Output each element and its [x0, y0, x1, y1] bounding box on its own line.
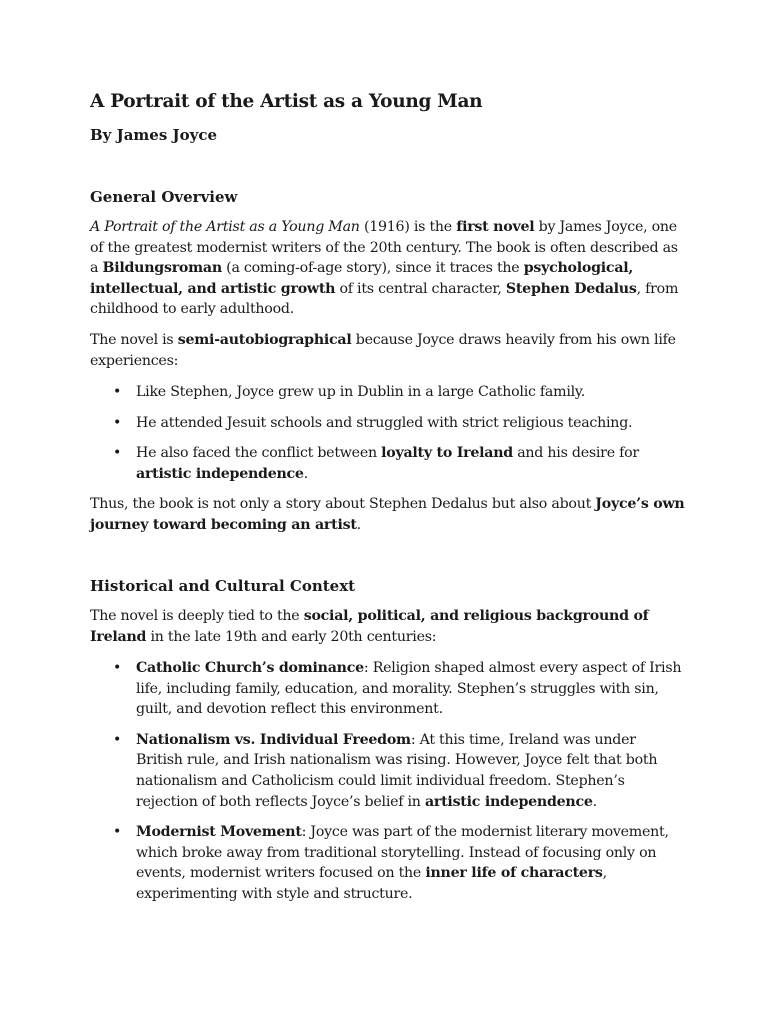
- list-item: [90, 382, 686, 403]
- bullet-glyph: •: [113, 731, 122, 748]
- context-paragraph-1: [90, 606, 686, 647]
- section-heading-general-overview: General Overview: [90, 188, 238, 206]
- book-title-italic: A Portrait of the Artist as a Young Man: [90, 219, 360, 235]
- bold-run: Bildungsroman: [102, 260, 222, 277]
- bold-run: Nationalism vs. Individual Freedom: [136, 731, 411, 748]
- bullet-glyph: •: [113, 445, 122, 462]
- bullet-glyph: •: [113, 660, 122, 676]
- text-run: The novel is: [90, 332, 178, 348]
- text-run: : Religion shaped almost every aspect of Irish life, including family, education, and morality. Stephen’s struggles with sin, guilt, and devotion reflect this environment.: [136, 660, 682, 718]
- bold-run: psychological, intellectual, and artistic growth: [90, 260, 634, 297]
- overview-bullet-list: [90, 382, 686, 484]
- text-run: (a coming-of-age story), since it traces the: [221, 260, 524, 277]
- text-run: The novel is deeply tied to the: [90, 608, 304, 624]
- text-run: : Joyce was part of the modernist literary movement, which broke away from traditional storytelling. Instead of focusing only on events, modernist writers focused on the: [136, 824, 669, 882]
- bold-run: semi-autobiographical: [177, 332, 352, 348]
- text-run: Like Stephen, Joyce grew up in Dublin in a large Catholic family.: [136, 384, 586, 400]
- text-run: and his desire for: [512, 445, 639, 462]
- bold-run: artistic independence: [424, 793, 593, 810]
- text-run: : At this time, Ireland was under British rule, and Irish nationalism was rising. However, Joyce felt that both nationalism and Catholicism could limit individual freedom. Stephen’s rejection of both reflects Joyce’s belief in: [136, 731, 658, 810]
- text-run: He attended Jesuit schools and struggled with strict religious teaching.: [136, 414, 633, 431]
- document-title: A Portrait of the Artist as a Young Man: [90, 91, 483, 112]
- text-run: He also faced the conflict between: [136, 445, 382, 462]
- text-run: because Joyce draws heavily from his own life experiences:: [90, 332, 676, 369]
- text-run: Thus, the book is not only a story about Stephen Dedalus but also about: [90, 496, 596, 512]
- text-run: (1916) is the: [359, 219, 457, 235]
- section-heading-historical-context: Historical and Cultural Context: [90, 577, 356, 595]
- bold-run: Joyce’s own journey toward becoming an artist: [90, 496, 685, 533]
- bold-run: first novel: [456, 219, 535, 235]
- text-run: by James Joyce, one of the greatest modernist writers of the 20th century. The book is often described as a: [90, 219, 678, 277]
- overview-paragraph-1: [90, 217, 686, 320]
- text-run: .: [592, 793, 597, 810]
- list-item: [90, 413, 686, 434]
- author-byline: By James Joyce: [90, 126, 218, 144]
- bold-run: Stephen Dedalus: [505, 280, 637, 297]
- bullet-glyph: •: [113, 824, 122, 841]
- context-bullet-list: [90, 658, 686, 905]
- text-run: of its central character,: [335, 280, 506, 297]
- text-run: in the late 19th and early 20th centuries:: [146, 628, 437, 645]
- overview-paragraph-3: [90, 494, 686, 535]
- text-run: .: [356, 516, 361, 533]
- bullet-glyph: •: [113, 384, 122, 400]
- overview-paragraph-2: [90, 330, 686, 371]
- list-item: [90, 730, 686, 812]
- bold-run: Modernist Movement: [136, 824, 302, 841]
- list-item: [90, 443, 686, 484]
- list-item: [90, 822, 686, 904]
- bold-run: social, political, and religious background of Ireland: [90, 608, 649, 645]
- text-run: .: [303, 465, 308, 482]
- bold-run: inner life of characters: [425, 865, 603, 882]
- bold-run: artistic independence: [136, 465, 304, 482]
- bold-run: Catholic Church’s dominance: [136, 660, 364, 676]
- text-run: , experimenting with style and structure.: [136, 865, 607, 902]
- bullet-glyph: •: [113, 414, 122, 431]
- bold-run: loyalty to Ireland: [381, 445, 513, 462]
- list-item: [90, 658, 686, 720]
- text-run: , from childhood to early adulthood.: [90, 280, 679, 318]
